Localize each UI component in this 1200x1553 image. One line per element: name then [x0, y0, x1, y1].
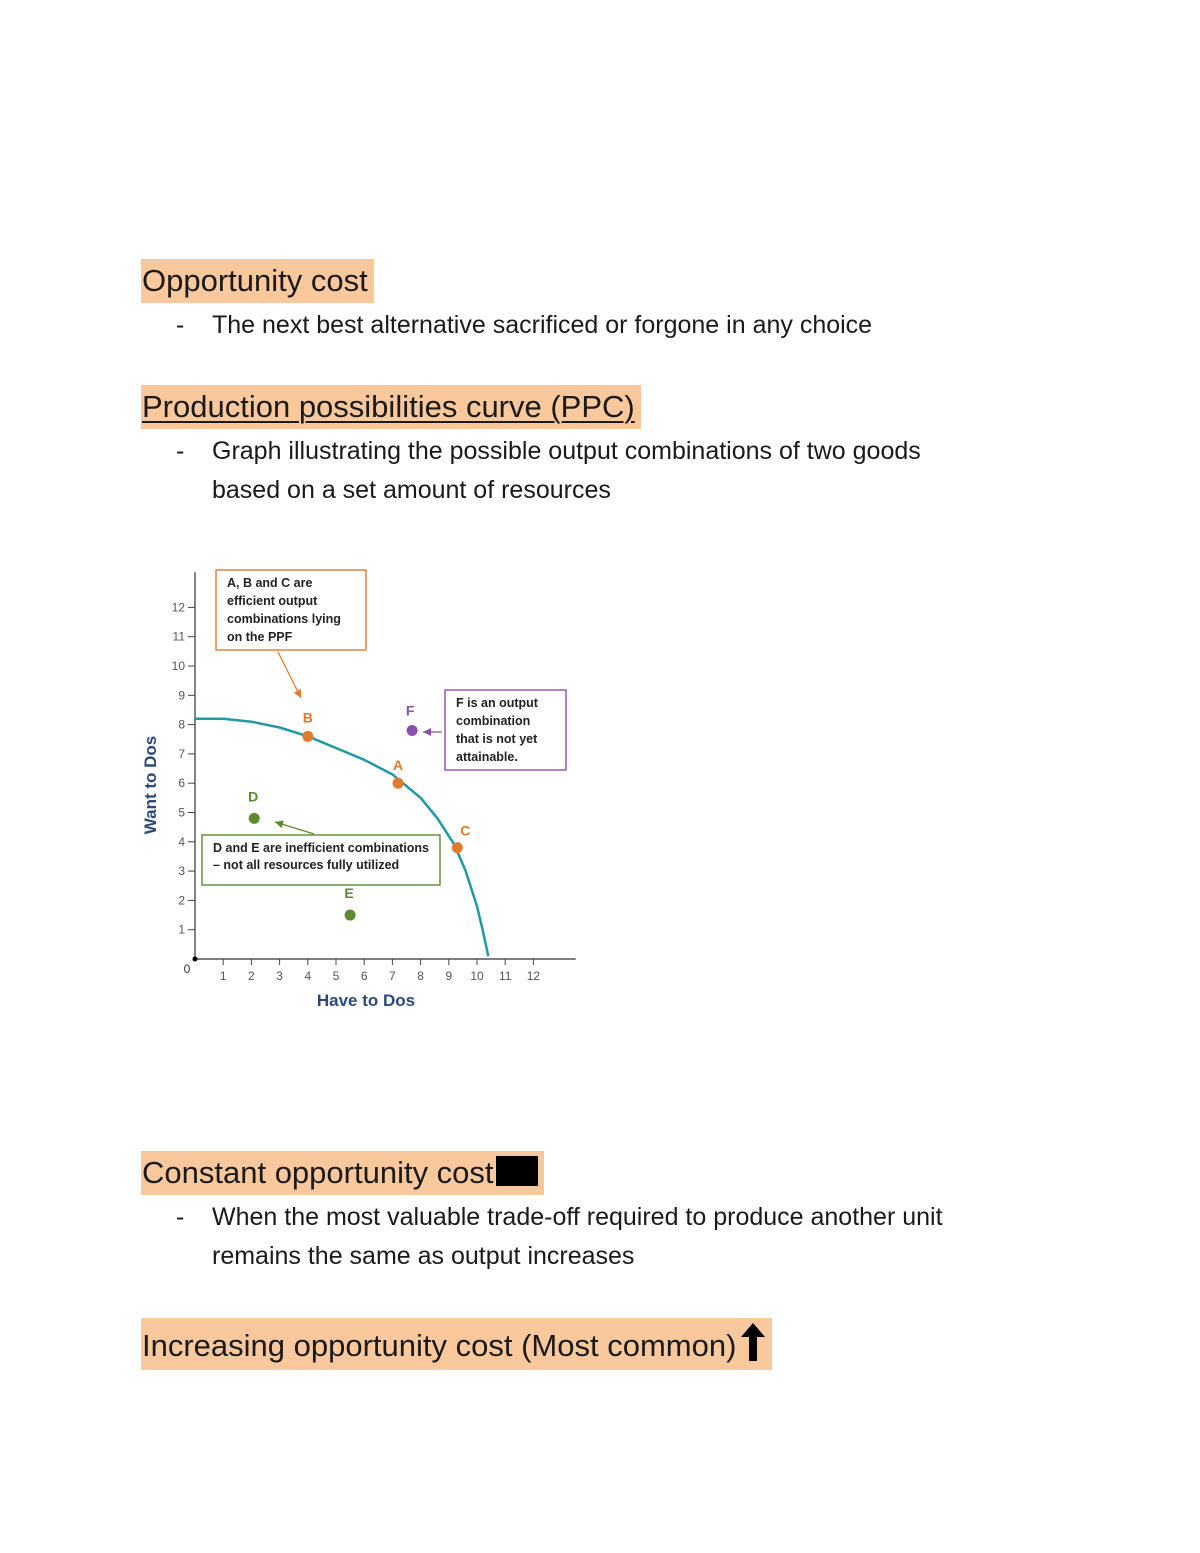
y-tick-label: 3: [178, 864, 185, 879]
y-tick-label: 11: [172, 629, 185, 644]
point-c: [452, 842, 463, 853]
x-tick-label: 12: [526, 969, 541, 983]
point-label-c: C: [460, 822, 471, 839]
redaction-box-icon: [496, 1156, 538, 1186]
bullet-marker: -: [176, 311, 185, 339]
point-label-d: D: [248, 788, 259, 805]
definition-ppc-line-2: based on a set amount of resources: [212, 476, 611, 504]
x-tick-label: 11: [498, 969, 512, 983]
y-tick-label: 1: [178, 922, 185, 937]
point-b: [302, 731, 313, 742]
definition-ppc-line-1: Graph illustrating the possible output combinations of two goods: [212, 437, 921, 465]
x-tick-label: 7: [389, 969, 396, 983]
annotation-text: F is an output: [456, 696, 538, 710]
y-tick-label: 9: [178, 688, 185, 703]
bullet-marker: -: [176, 1203, 185, 1231]
origin-dot: [193, 957, 198, 962]
heading-opportunity-cost: [141, 259, 374, 303]
heading-constant-opportunity-cost: [141, 1151, 544, 1195]
heading-ppc: [141, 385, 641, 429]
bullet-marker: -: [176, 437, 185, 465]
x-tick-label: 5: [332, 969, 340, 983]
y-tick-label: 4: [178, 834, 185, 849]
y-tick-label: 6: [178, 776, 185, 791]
ppc-chart: [138, 552, 578, 1017]
annotation-text: A, B and C are: [227, 576, 313, 590]
point-e: [345, 910, 356, 921]
point-a: [393, 778, 404, 789]
annotation-text: on the PPF: [227, 630, 293, 644]
y-tick-label: 12: [171, 600, 185, 615]
x-axis-label: Have to Dos: [316, 991, 416, 1010]
heading-text: Opportunity cost: [142, 263, 368, 298]
heading-text: Production possibilities curve (PPC): [142, 389, 635, 424]
x-tick-label: 3: [276, 969, 283, 983]
point-d: [249, 813, 260, 824]
x-tick-label: 10: [470, 969, 484, 983]
chart-ticks: [172, 600, 541, 983]
y-tick-label: 8: [178, 717, 185, 732]
heading-text: Constant opportunity cost: [142, 1155, 494, 1190]
y-tick-label: 5: [178, 805, 185, 820]
chart-points: [248, 702, 470, 920]
y-axis-label: Want to Dos: [141, 735, 160, 835]
annotation-text: efficient output: [227, 594, 318, 608]
x-tick-label: 2: [248, 969, 255, 983]
annotation-text: combination: [456, 714, 531, 728]
point-label-e: E: [344, 885, 354, 902]
x-tick-label: 6: [360, 969, 368, 983]
point-label-f: F: [405, 702, 415, 719]
annotation-text: that is not yet: [456, 732, 538, 746]
annotation-text: – not all resources fully utilized: [213, 858, 400, 872]
x-tick-label: 9: [445, 969, 453, 983]
up-arrow-icon: [740, 1322, 766, 1362]
x-tick-label: 1: [219, 969, 227, 983]
definition-constant-line-2: remains the same as output increases: [212, 1242, 635, 1270]
annotation-text: D and E are inefficient combinations: [213, 841, 430, 855]
heading-increasing-opportunity-cost: [141, 1318, 772, 1370]
x-tick-label: 8: [417, 969, 424, 983]
arrow-to-d-head: [275, 821, 284, 829]
annotation-text: combinations lying: [227, 612, 341, 626]
point-label-b: B: [302, 709, 313, 726]
y-tick-label: 2: [178, 893, 185, 908]
origin-label: 0: [183, 962, 191, 976]
point-label-a: A: [392, 757, 404, 774]
y-tick-label: 10: [171, 659, 185, 673]
annotation-text: attainable.: [456, 750, 518, 764]
point-f: [407, 725, 418, 736]
arrow-to-f-head: [423, 728, 431, 736]
definition-opportunity-cost: The next best alternative sacrificed or forgone in any choice: [212, 311, 873, 339]
heading-text: Increasing opportunity cost (Most common): [142, 1328, 737, 1363]
x-tick-label: 4: [304, 969, 312, 983]
y-tick-label: 7: [178, 746, 185, 761]
chart-annotations: [202, 570, 566, 885]
definition-constant-line-1: When the most valuable trade-off required to produce another unit: [212, 1203, 943, 1231]
